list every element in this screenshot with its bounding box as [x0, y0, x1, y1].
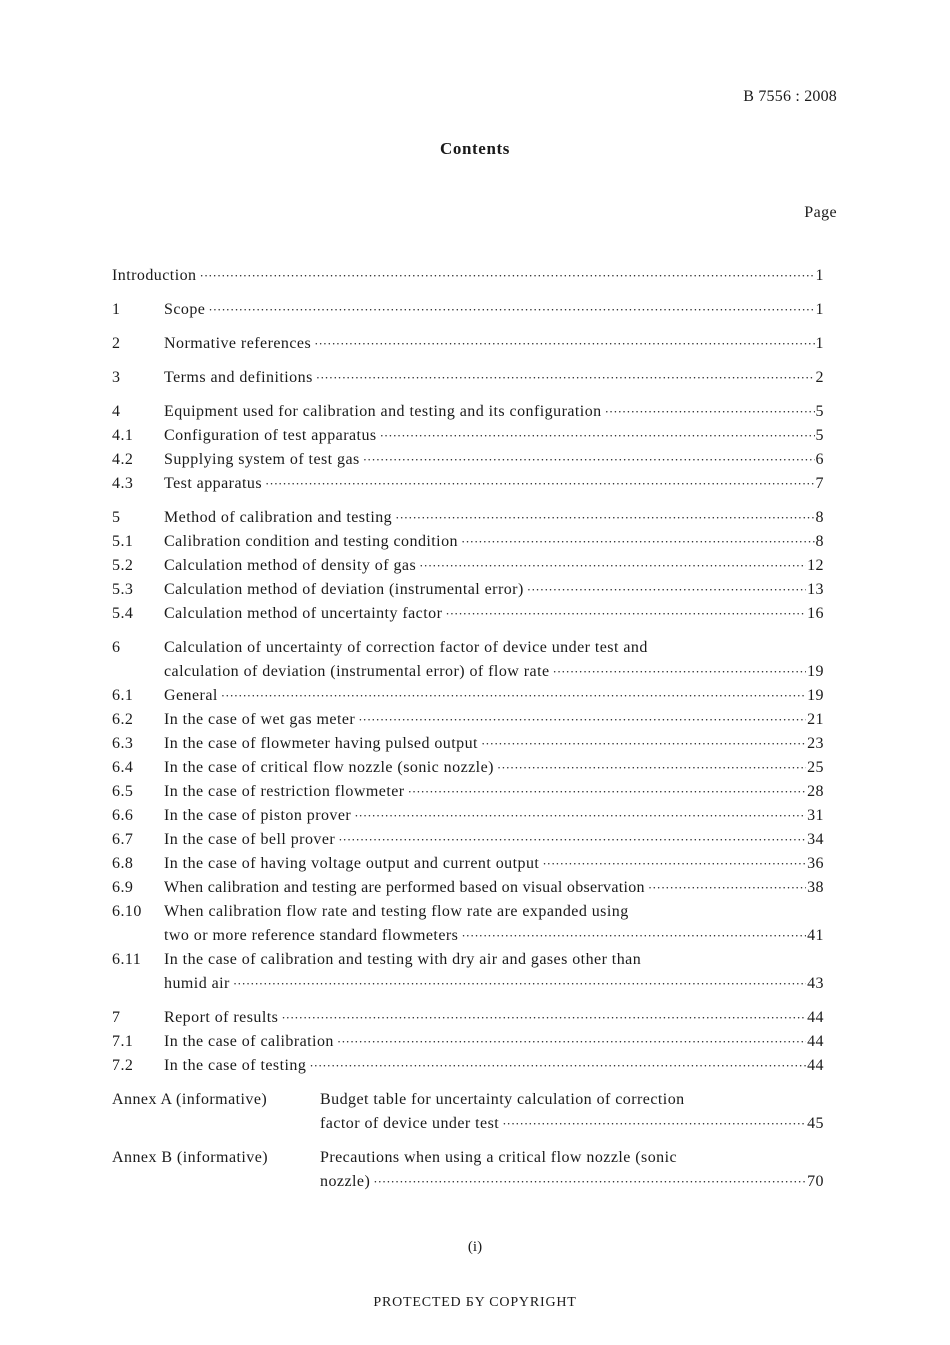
toc-entry-title-line-2: two or more reference standard flowmeters — [164, 927, 459, 944]
toc-entry-title-line-1: When calibration flow rate and testing flow rate are expanded using — [164, 903, 629, 920]
toc-entry-page: 13 — [807, 581, 824, 598]
toc-entry-title: In the case of having voltage output and current output — [164, 855, 540, 872]
toc-entry-page: 2 — [815, 369, 824, 386]
dot-leader — [380, 424, 815, 448]
toc-entry-title-line-1: Budget table for uncertainty calculation of correction — [320, 1091, 685, 1108]
toc-entry-title: In the case of wet gas meter — [164, 711, 356, 728]
toc-entry-6-2[interactable] — [112, 708, 824, 732]
dot-leader — [461, 924, 806, 948]
toc-entry-page: 8 — [815, 533, 824, 550]
toc-entry-6-6[interactable] — [112, 804, 824, 828]
toc-entry-number: 5 — [112, 509, 121, 526]
toc-entry-page: 28 — [807, 783, 824, 800]
toc-entry-title: Supplying system of test gas — [164, 451, 360, 468]
toc-entry-6-4[interactable] — [112, 756, 824, 780]
toc-entry-number: 5.4 — [112, 605, 134, 622]
toc-entry-page: 19 — [807, 663, 824, 680]
toc-entry-number: 2 — [112, 335, 121, 352]
toc-entry-number: 1 — [112, 301, 121, 318]
toc-entry-title-line-2: humid air — [164, 975, 230, 992]
toc-entry-number: 5.2 — [112, 557, 134, 574]
toc-entry-number: 6.2 — [112, 711, 134, 728]
toc-entry-title: In the case of critical flow nozzle (sonic nozzle) — [164, 759, 494, 776]
dot-leader — [354, 804, 806, 828]
toc-entry-6-9[interactable] — [112, 876, 824, 900]
page-number: (i) — [467, 1239, 483, 1255]
toc-entry-page: 25 — [807, 759, 824, 776]
toc-entry-number: 6.9 — [112, 879, 134, 896]
toc-entry-page: 12 — [807, 557, 824, 574]
table-of-contents — [112, 264, 824, 1194]
toc-entry-6-8[interactable] — [112, 852, 824, 876]
dot-leader — [208, 298, 814, 322]
toc-entry-title: In the case of piston prover — [164, 807, 352, 824]
dot-leader — [648, 876, 806, 900]
dot-leader — [221, 684, 806, 708]
toc-entry-number: 4.3 — [112, 475, 134, 492]
toc-entry-number: 6.10 — [112, 903, 142, 920]
annex-label: Annex A (informative) — [112, 1091, 268, 1108]
toc-entry-7-1[interactable] — [112, 1030, 824, 1054]
toc-entry-6-3[interactable] — [112, 732, 824, 756]
toc-entry-page: 34 — [807, 831, 824, 848]
toc-entry-page: 44 — [807, 1033, 824, 1050]
toc-entry-number: 7.1 — [112, 1033, 134, 1050]
toc-entry-title: Configuration of test apparatus — [164, 427, 377, 444]
toc-entry-page: 41 — [807, 927, 824, 944]
standard-number: B 7556 : 2008 — [743, 88, 837, 105]
toc-entry-7[interactable] — [112, 1006, 824, 1030]
toc-entry-1[interactable] — [112, 298, 824, 322]
toc-entry-title-line-1: Precautions when using a critical flow nozzle (sonic — [320, 1149, 678, 1166]
toc-entry-page: 6 — [815, 451, 824, 468]
toc-entry-6-1[interactable] — [112, 684, 824, 708]
toc-entry-number: 7 — [112, 1009, 121, 1026]
toc-annex-b[interactable] — [112, 1146, 824, 1194]
dot-leader — [481, 732, 806, 756]
toc-entry-5-2[interactable] — [112, 554, 824, 578]
toc-entry-title: In the case of flowmeter having pulsed output — [164, 735, 478, 752]
toc-entry-title: In the case of testing — [164, 1057, 307, 1074]
toc-entry-title: Calibration condition and testing condition — [164, 533, 458, 550]
toc-entry-title: Equipment used for calibration and testing and its configuration — [164, 403, 602, 420]
toc-entry-page: 8 — [815, 509, 824, 526]
toc-entry-title: Test apparatus — [164, 475, 263, 492]
toc-entry-number: 4 — [112, 403, 121, 420]
toc-entry-page: 1 — [815, 267, 824, 284]
toc-entry-3[interactable] — [112, 366, 824, 390]
toc-entry-number: 6.6 — [112, 807, 134, 824]
toc-entry-page: 31 — [807, 807, 824, 824]
toc-entry-number: 6 — [112, 639, 121, 656]
toc-entry-title: Method of calibration and testing — [164, 509, 393, 526]
toc-entry-title: Calculation method of uncertainty factor — [164, 605, 443, 622]
toc-entry-title: General — [164, 687, 218, 704]
dot-leader — [395, 506, 814, 530]
toc-entry-number: 4.2 — [112, 451, 134, 468]
toc-entry-title: In the case of calibration — [164, 1033, 334, 1050]
toc-entry-number: 6.4 — [112, 759, 134, 776]
toc-entry-page: 16 — [807, 605, 824, 622]
toc-entry-title: In the case of restriction flowmeter — [164, 783, 405, 800]
page-title: Contents — [440, 139, 510, 158]
toc-entry-number: 3 — [112, 369, 121, 386]
dot-leader — [461, 530, 815, 554]
toc-entry-page: 36 — [807, 855, 824, 872]
toc-entry-page: 23 — [807, 735, 824, 752]
dot-leader — [200, 264, 815, 288]
toc-entry-page: 21 — [807, 711, 824, 728]
toc-entry-title: Calculation method of density of gas — [164, 557, 417, 574]
toc-entry-5-3[interactable] — [112, 578, 824, 602]
toc-entry-page: 43 — [807, 975, 824, 992]
toc-entry-number: 4.1 — [112, 427, 134, 444]
toc-entry-title-line-2: factor of device under test — [320, 1115, 500, 1132]
toc-entry-title: In the case of bell prover — [164, 831, 336, 848]
toc-entry-5-4[interactable] — [112, 602, 824, 626]
toc-entry-4-2[interactable] — [112, 448, 824, 472]
dot-leader — [445, 602, 806, 626]
dot-leader — [281, 1006, 806, 1030]
dot-leader — [553, 660, 807, 684]
toc-entry-page: 38 — [807, 879, 824, 896]
toc-entry-number: 6.5 — [112, 783, 134, 800]
toc-entry-title-line-1: In the case of calibration and testing with dry air and gases other than — [164, 951, 642, 968]
toc-entry-title: Report of results — [164, 1009, 279, 1026]
dot-leader — [419, 554, 806, 578]
toc-entry-4-3[interactable] — [112, 472, 824, 496]
toc-entry-number: 6.7 — [112, 831, 134, 848]
toc-entry-6-5[interactable] — [112, 780, 824, 804]
toc-entry-title-line-1: Calculation of uncertainty of correction factor of device under test and — [164, 639, 648, 656]
toc-entry-number: 6.11 — [112, 951, 142, 968]
toc-entry-title: Introduction — [112, 267, 197, 284]
toc-entry-number: 7.2 — [112, 1057, 134, 1074]
toc-entry-title: Calculation method of deviation (instrumental error) — [164, 581, 524, 598]
dot-leader — [265, 472, 815, 496]
toc-entry-6-10[interactable] — [112, 900, 824, 948]
toc-entry-5-1[interactable] — [112, 530, 824, 554]
toc-entry-page: 1 — [815, 301, 824, 318]
toc-entry-title: When calibration and testing are performed based on visual observation — [164, 879, 645, 896]
toc-entry-6[interactable] — [112, 636, 824, 684]
dot-leader — [316, 366, 815, 390]
toc-entry-page: 45 — [807, 1115, 824, 1132]
dot-leader — [605, 400, 815, 424]
toc-entry-title: Scope — [164, 301, 206, 318]
toc-entry-page: 44 — [807, 1009, 824, 1026]
dot-leader — [314, 332, 814, 356]
dot-leader — [497, 756, 806, 780]
toc-entry-4[interactable] — [112, 400, 824, 424]
toc-entry-title: Terms and definitions — [164, 369, 313, 386]
copyright-notice: PROTECTED БY COPYRIGHT — [373, 1295, 577, 1310]
toc-entry-page: 44 — [807, 1057, 824, 1074]
dot-leader — [542, 852, 806, 876]
toc-entry-number: 5.1 — [112, 533, 134, 550]
dot-leader — [338, 828, 806, 852]
dot-leader — [373, 1170, 806, 1194]
toc-entry-page: 70 — [807, 1173, 824, 1190]
toc-entry-page: 1 — [815, 335, 824, 352]
toc-entry-page: 19 — [807, 687, 824, 704]
annex-label: Annex B (informative) — [112, 1149, 269, 1166]
dot-leader — [502, 1112, 806, 1136]
toc-entry-number: 6.1 — [112, 687, 134, 704]
toc-entry-title-line-2: nozzle) — [320, 1173, 371, 1190]
toc-entry-4-1[interactable] — [112, 424, 824, 448]
toc-entry-page: 5 — [815, 427, 824, 444]
page-column-label: Page — [804, 204, 837, 221]
toc-annex-a[interactable] — [112, 1088, 824, 1136]
toc-entry-5[interactable] — [112, 506, 824, 530]
toc-entry-7-2[interactable] — [112, 1054, 824, 1078]
toc-entry-introduction[interactable] — [112, 264, 824, 288]
dot-leader — [233, 972, 806, 996]
dot-leader — [309, 1054, 806, 1078]
toc-entry-number: 6.3 — [112, 735, 134, 752]
toc-entry-2[interactable] — [112, 332, 824, 356]
toc-entry-number: 5.3 — [112, 581, 134, 598]
toc-entry-title-line-2: calculation of deviation (instrumental error) of flow rate — [164, 663, 550, 680]
dot-leader — [408, 780, 807, 804]
dot-leader — [358, 708, 806, 732]
toc-entry-number: 6.8 — [112, 855, 134, 872]
dot-leader — [337, 1030, 806, 1054]
toc-entry-page: 7 — [815, 475, 824, 492]
toc-entry-page: 5 — [815, 403, 824, 420]
dot-leader — [527, 578, 806, 602]
toc-entry-6-11[interactable] — [112, 948, 824, 996]
toc-entry-6-7[interactable] — [112, 828, 824, 852]
dot-leader — [363, 448, 815, 472]
toc-entry-title: Normative references — [164, 335, 312, 352]
